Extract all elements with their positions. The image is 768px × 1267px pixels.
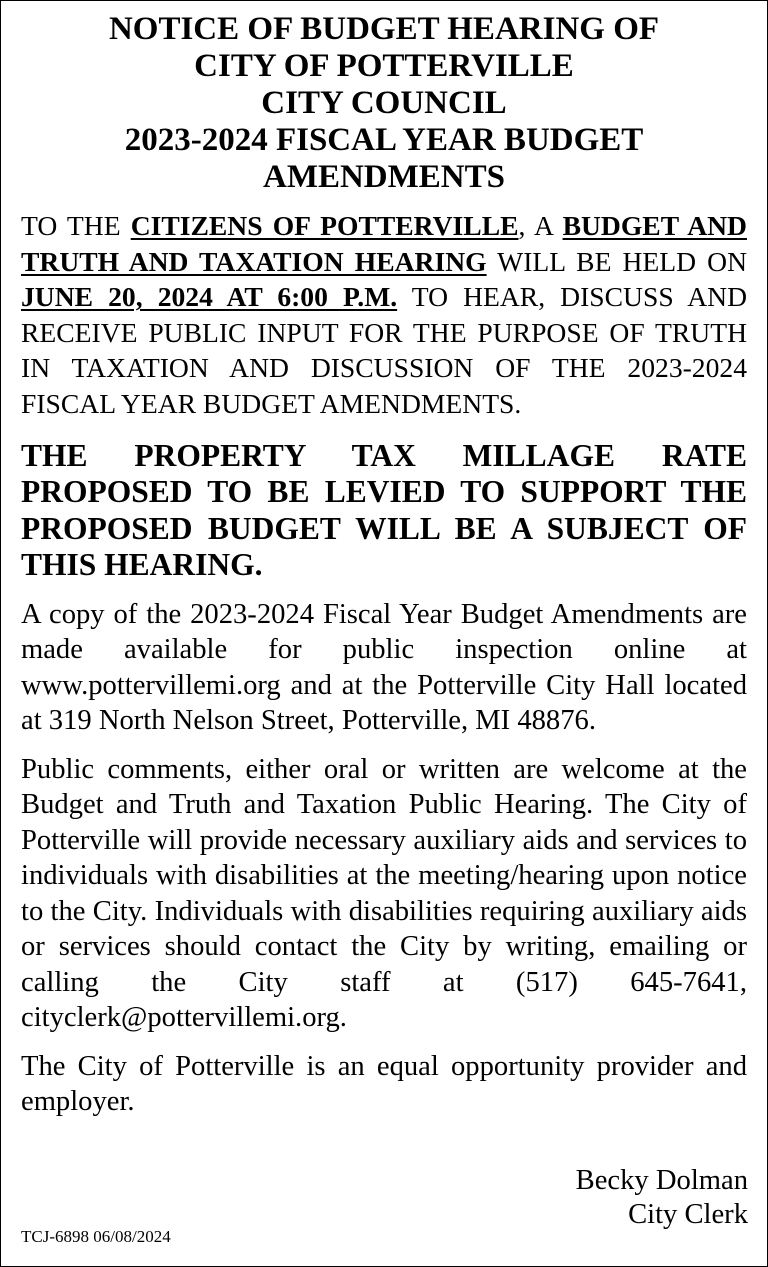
- hearing-date: JUNE 20, 2024 AT 6:00 P.M.: [21, 281, 398, 313]
- intro-text-1: TO THE: [21, 210, 131, 241]
- notice-title: [1, 11, 767, 196]
- intro-text-4: TO HEAR, DISCUSS AND RECEIVE PUBLIC INPUT FOR THE PURPOSE OF TRUTH IN TAXATION AND DISCUSSION OF THE 2023-2024 FISCAL YEAR BUDGET AMENDMENTS.: [21, 281, 748, 419]
- signature-block: [576, 1164, 748, 1232]
- title-line-1: NOTICE OF BUDGET HEARING OF: [108, 11, 660, 47]
- title-line-2: CITY OF POTTERVILLE: [194, 48, 574, 84]
- title-line-3: CITY COUNCIL: [261, 85, 507, 121]
- millage-statement: THE PROPERTY TAX MILLAGE RATE PROPOSED TO BE LEVIED TO SUPPORT THE PROPOSED BUDGET WILL BE A SUBJECT OF THIS HEARING.: [21, 437, 747, 583]
- signer-title: City Clerk: [628, 1199, 748, 1230]
- intro-paragraph: [21, 208, 747, 422]
- intro-text-2: , A: [518, 210, 563, 241]
- equal-opportunity-statement: The City of Potterville is an equal opportunity provider and employer.: [21, 1050, 747, 1118]
- reference-id: TCJ-6898 06/08/2024: [21, 1227, 171, 1246]
- citizens-highlight: CITIZENS OF POTTERVILLE: [130, 210, 519, 241]
- title-line-5: AMENDMENTS: [262, 159, 505, 195]
- hearing-highlight: BUDGET AND TRUTH AND TAXATION HEARING: [21, 210, 747, 277]
- availability-paragraph: A copy of the 2023-2024 Fiscal Year Budget Amendments are made available for public inspection online at www.pottervillemi.org and at the Potterville City Hall located at 319 North Nelson Street, Potterville, MI 48876.: [21, 598, 747, 737]
- intro-text-3: WILL BE HELD ON: [486, 245, 747, 277]
- public-comments-paragraph: Public comments, either oral or written are welcome at the Budget and Truth and Taxation Public Hearing. The City of Potterville will provide necessary auxiliary aids and services to individuals with disabilities at the meeting/hearing upon notice to the City. Individuals with disabilities requiring auxiliary aids or services should contact the City by writing, emailing or calling the City staff at (517) 645-7641, cityclerk@pottervillemi.org.: [21, 753, 747, 1034]
- title-line-4: 2023-2024 FISCAL YEAR BUDGET: [124, 122, 644, 158]
- signer-name: Becky Dolman: [575, 1165, 748, 1196]
